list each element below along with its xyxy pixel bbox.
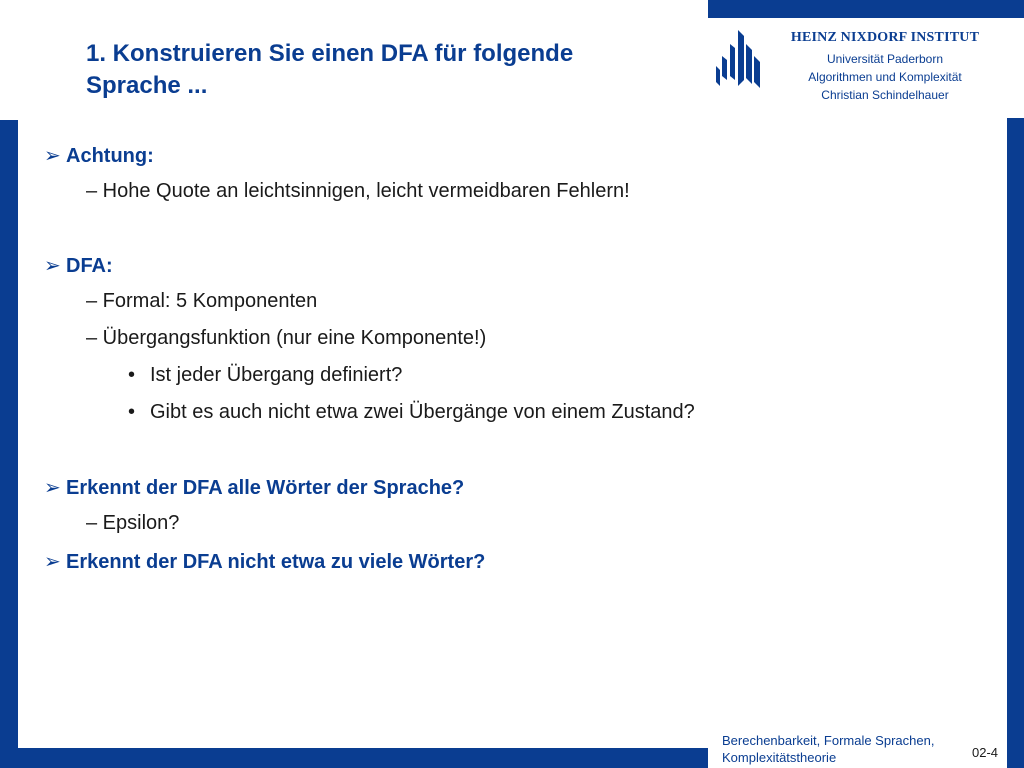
affiliation-author: Christian Schindelhauer	[821, 88, 949, 102]
affiliation-group: Algorithmen und Komplexität	[808, 70, 962, 84]
bullet-label: DFA:	[66, 255, 113, 277]
bullet-label: Erkennt der DFA alle Wörter der Sprache?	[66, 477, 465, 499]
page-number: 02-4	[972, 745, 999, 760]
bullet-alle-woerter	[44, 475, 464, 500]
bullet-achtung	[44, 143, 154, 168]
affiliation-university: Universität Paderborn	[826, 52, 944, 66]
institute-logo-icon	[716, 30, 760, 88]
frame-left-bar	[0, 120, 18, 768]
sub-sub-item: • Ist jeder Übergang definiert?	[128, 364, 403, 386]
institute-logo-box	[708, 18, 1007, 118]
frame-bottom-bar	[0, 748, 708, 768]
bullet-label: Achtung:	[66, 145, 154, 167]
sub-sub-item: • Gibt es auch nicht etwa zwei Übergänge von einem Zustand?	[128, 401, 695, 423]
arrow-bullet-icon: ➢	[44, 255, 61, 277]
bullet-dfa	[44, 253, 113, 278]
arrow-bullet-icon: ➢	[44, 551, 61, 573]
frame-top-bar	[708, 0, 1024, 18]
sub-item: – Epsilon?	[86, 512, 180, 534]
slide-title-line-2: Sprache ...	[86, 72, 208, 99]
footer-course-title: Berechenbarkeit, Formale Sprachen, Komplexitätstheorie	[722, 733, 935, 765]
bullet-zu-viele-woerter	[44, 549, 485, 574]
sub-item: – Übergangsfunktion (nur eine Komponente!)	[86, 327, 487, 349]
institute-name: HEINZ NIXDORF INSTITUT	[790, 30, 980, 45]
arrow-bullet-icon: ➢	[44, 145, 61, 167]
dot-bullet-icon: •	[128, 401, 136, 423]
sub-item: – Formal: 5 Komponenten	[86, 290, 318, 312]
arrow-bullet-icon: ➢	[44, 477, 61, 499]
frame-right-bar	[1007, 118, 1024, 768]
slide-title	[86, 38, 686, 102]
bullet-label: Erkennt der DFA nicht etwa zu viele Wörter?	[66, 551, 486, 573]
sub-item: – Hohe Quote an leichtsinnigen, leicht vermeidbaren Fehlern!	[86, 180, 630, 202]
slide-title-line-1: 1. Konstruieren Sie einen DFA für folgende	[86, 40, 574, 67]
dot-bullet-icon: •	[128, 364, 136, 386]
